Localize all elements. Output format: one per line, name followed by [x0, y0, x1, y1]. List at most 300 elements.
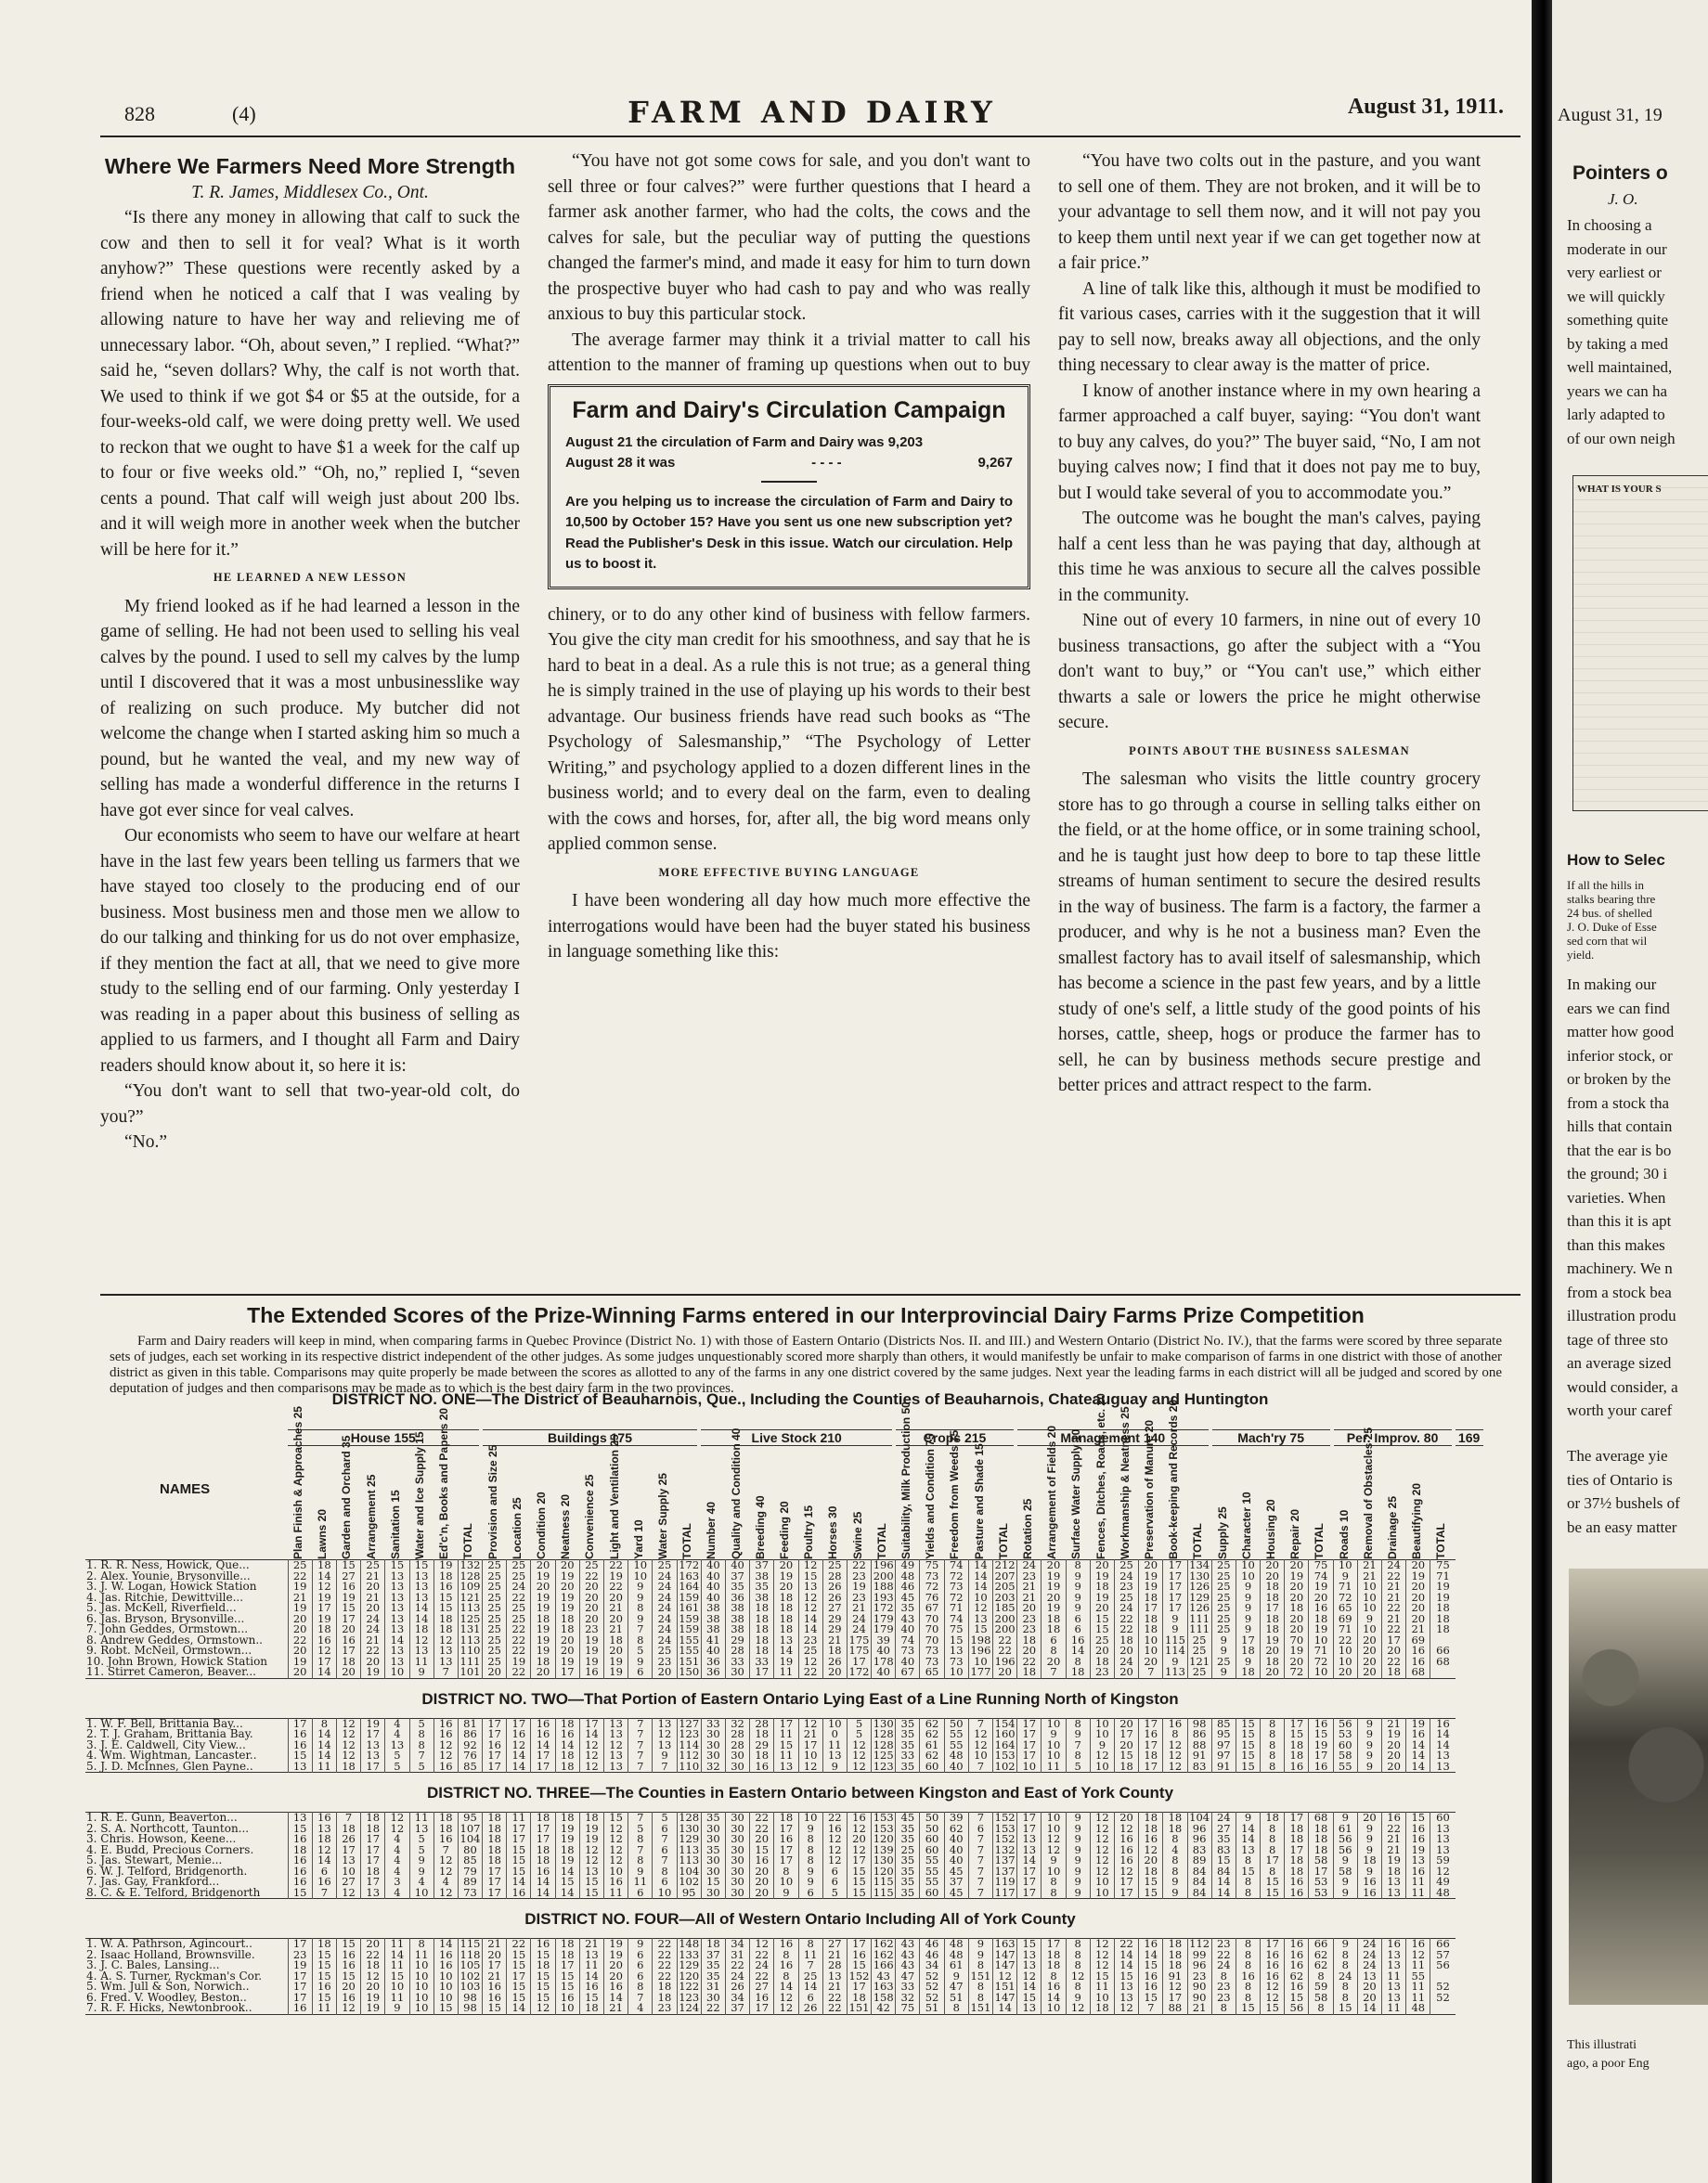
facing-line: or 37½ bushels of: [1567, 1494, 1680, 1512]
score-cell: 10: [1042, 1718, 1066, 1729]
score-cell: 16: [1309, 1762, 1333, 1773]
score-cell: 22: [1017, 1657, 1042, 1668]
score-cell: 13: [1382, 1877, 1406, 1888]
score-cell: 18: [774, 1603, 798, 1614]
score-cell: 16: [579, 1982, 603, 1993]
score-cell: 11: [409, 1950, 433, 1961]
score-cell: 9: [798, 1877, 822, 1888]
score-cell: 205: [993, 1582, 1017, 1593]
score-cell: 26: [822, 1593, 847, 1604]
score-cell: 15: [1236, 1729, 1260, 1740]
score-cell: 72: [1309, 1657, 1333, 1668]
score-cell: 22: [725, 1960, 749, 1971]
score-cell: 22: [1211, 1950, 1236, 1961]
score-cell: 21: [1382, 1614, 1406, 1625]
score-cell: 16: [847, 1950, 871, 1961]
score-cell: 166: [872, 1960, 896, 1971]
score-cell: 17: [750, 1667, 774, 1678]
column-header: Provision and Size 25: [485, 1444, 499, 1559]
score-cell: 13: [1430, 1750, 1456, 1762]
score-cell: 20: [604, 1971, 628, 1983]
score-cell: 27: [336, 1571, 360, 1582]
competition-title: The Extended Scores of the Prize-Winning Farms entered in our Interprovincial Dairy Farms Prize Competition: [247, 1303, 1365, 1327]
score-cell: 20: [1042, 1593, 1066, 1604]
score-cell: 62: [920, 1750, 944, 1762]
score-cell: 9: [1357, 1845, 1381, 1856]
score-cell: 67: [896, 1667, 920, 1678]
score-cell: 96: [1187, 1960, 1211, 1971]
score-cell: 19: [555, 1855, 579, 1867]
score-cell: 19: [774, 1657, 798, 1668]
score-cell: 153: [993, 1750, 1017, 1762]
score-cell: 18: [1066, 1667, 1090, 1678]
score-cell: 125: [458, 1614, 482, 1625]
score-cell: 16: [336, 1635, 360, 1647]
score-cell: 21: [1382, 1593, 1406, 1604]
score-cell: 18: [1114, 1635, 1138, 1647]
score-cell: 60: [1430, 1813, 1456, 1824]
score-cell: 8: [312, 1718, 336, 1729]
facing-line: illustration produ: [1567, 1307, 1676, 1324]
score-cell: 9: [774, 1888, 798, 1899]
farm-name: 7. John Geddes, Ormstown...: [86, 1624, 249, 1635]
score-cell: 16: [1114, 1855, 1138, 1867]
score-cell: 12: [1163, 1750, 1187, 1762]
score-cell: 18: [433, 1813, 458, 1824]
district-title: DISTRICT NO. TWO—That Portion of Eastern Ontario Lying East of a Line Running North of Kingston: [421, 1689, 1179, 1708]
competition-rule: [100, 1294, 1520, 1296]
score-cell: 62: [1285, 1971, 1309, 1983]
score-cell: 21: [1357, 1571, 1381, 1582]
score-cell: 16: [433, 1582, 458, 1593]
score-cell: 46: [920, 1950, 944, 1961]
score-cell: 22: [361, 1646, 385, 1657]
score-cell: 20: [750, 1834, 774, 1845]
score-cell: 11: [1042, 1762, 1066, 1773]
score-cell: 120: [677, 1971, 701, 1983]
table-row: [85, 1624, 1456, 1635]
score-cell: 24: [1357, 1939, 1381, 1950]
score-cell: 70: [920, 1635, 944, 1647]
score-cell: 16: [579, 1667, 603, 1678]
score-cell: 18: [555, 1624, 579, 1635]
score-cell: 18: [1139, 1813, 1163, 1824]
column-header: Water and Ice Supply 15: [413, 1431, 426, 1559]
score-cell: 179: [872, 1624, 896, 1635]
score-cell: 30: [725, 1867, 749, 1878]
score-cell: 12: [847, 1762, 871, 1773]
column-header: Plan Finish & Approaches 25: [291, 1406, 304, 1559]
score-cell: 139: [872, 1845, 896, 1856]
score-cell: 9: [1236, 1582, 1260, 1593]
score-cell: 12: [1090, 1939, 1114, 1950]
score-cell: 19: [1042, 1603, 1066, 1614]
score-cell: 19: [555, 1657, 579, 1668]
score-cell: 62: [920, 1729, 944, 1740]
score-cell: 18: [531, 1960, 555, 1971]
score-cell: 24: [847, 1614, 871, 1625]
score-cell: 17: [1017, 1729, 1042, 1740]
score-cell: 9: [1333, 1813, 1357, 1824]
score-cell: 12: [653, 1729, 677, 1740]
score-cell: 7: [433, 1845, 458, 1856]
score-cell: 115: [872, 1888, 896, 1899]
score-cell: 16: [1139, 1939, 1163, 1950]
score-cell: 18: [750, 1624, 774, 1635]
score-cell: 10: [628, 1571, 653, 1582]
score-cell: 159: [677, 1624, 701, 1635]
score-cell: 70: [920, 1624, 944, 1635]
score-cell: 17: [1114, 1888, 1138, 1899]
farm-name: 8. Andrew Geddes, Ormstown..: [86, 1634, 263, 1646]
score-cell: 18: [1382, 1667, 1406, 1678]
score-cell: 8: [1261, 1762, 1285, 1773]
score-cell: 16: [1261, 1960, 1285, 1971]
score-cell: 17: [1114, 1729, 1138, 1740]
score-cell: 5: [409, 1762, 433, 1773]
score-cell: 25: [1211, 1560, 1236, 1571]
column-header: Light and Ventilation 25: [607, 1434, 621, 1559]
score-cell: 27: [822, 1603, 847, 1614]
score-cell: 15: [531, 1971, 555, 1983]
score-cell: 15: [1309, 1729, 1333, 1740]
score-cell: 99: [1187, 1950, 1211, 1961]
score-cell: 9: [1066, 1813, 1090, 1824]
score-cell: 18: [1090, 2003, 1114, 2014]
score-cell: 16: [433, 1950, 458, 1961]
score-cell: 16: [1309, 1718, 1333, 1729]
score-cell: 15: [579, 1877, 603, 1888]
score-cell: 17: [847, 1855, 871, 1867]
score-cell: 15: [1236, 1740, 1260, 1751]
score-cell: 123: [872, 1762, 896, 1773]
table-row: [85, 1718, 1456, 1729]
score-cell: 47: [944, 1982, 968, 1993]
score-cell: 13: [604, 1762, 628, 1773]
score-cell: 12: [579, 1762, 603, 1773]
district-score-table: [85, 1559, 1456, 1679]
score-cell: 122: [677, 1982, 701, 1993]
score-cell: 10: [1090, 1718, 1114, 1729]
farm-name: 2. Alex. Younie, Brysonville...: [86, 1570, 251, 1582]
score-cell: 14: [555, 1740, 579, 1751]
score-cell: 24: [847, 1624, 871, 1635]
score-cell: 120: [872, 1834, 896, 1845]
column-header: Number 40: [705, 1501, 718, 1559]
score-cell: 129: [1187, 1593, 1211, 1604]
score-cell: 14: [507, 1762, 531, 1773]
score-cell: 20: [1017, 1603, 1042, 1614]
score-cell: 40: [701, 1582, 725, 1593]
score-cell: 18: [555, 1762, 579, 1773]
score-cell: 25: [822, 1560, 847, 1571]
score-cell: 10: [968, 1657, 992, 1668]
score-cell: 20: [579, 1582, 603, 1593]
score-cell: 21: [1382, 1845, 1406, 1856]
score-cell: 53: [1309, 1888, 1333, 1899]
score-cell: 16: [1309, 1603, 1333, 1614]
score-cell: 24: [1017, 1560, 1042, 1571]
score-cell: 75: [1430, 1560, 1456, 1571]
score-cell: 35: [896, 1729, 920, 1740]
score-cell: 105: [458, 1960, 482, 1971]
score-cell: 60: [920, 1888, 944, 1899]
score-cell: 23: [1211, 1982, 1236, 1993]
score-cell: 17: [1017, 1813, 1042, 1824]
score-cell: 12: [798, 1603, 822, 1614]
score-cell: 22: [653, 1950, 677, 1961]
score-cell: 18: [1430, 1614, 1456, 1625]
table-row: [85, 1813, 1456, 1824]
score-cell: 13: [1114, 1993, 1138, 2004]
score-cell: 12: [993, 1971, 1017, 1983]
score-cell: 8: [798, 1834, 822, 1845]
score-cell: 13: [579, 1950, 603, 1961]
score-cell: 10: [1333, 1560, 1357, 1571]
score-cell: 22: [1114, 1614, 1138, 1625]
score-cell: 9: [1163, 1877, 1187, 1888]
score-cell: 13: [1357, 1971, 1381, 1983]
score-cell: 9: [1333, 1939, 1357, 1950]
score-cell: 18: [1285, 1603, 1309, 1614]
score-cell: 18: [483, 1845, 507, 1856]
score-cell: 19: [288, 1657, 312, 1668]
score-cell: 92: [458, 1740, 482, 1751]
score-cell: 17: [555, 1960, 579, 1971]
corn-table-image: [1572, 475, 1708, 811]
score-cell: 13: [385, 1646, 409, 1657]
score-cell: 21: [579, 1939, 603, 1950]
score-cell: 13: [1017, 1834, 1042, 1845]
score-cell: 4: [628, 2003, 653, 2014]
score-cell: 16: [774, 1834, 798, 1845]
score-cell: 24: [1357, 1950, 1381, 1961]
score-cell: 147: [993, 1993, 1017, 2004]
facing-line: If all the hills in: [1567, 878, 1645, 892]
score-cell: 62: [1309, 1960, 1333, 1971]
score-cell: 9: [1357, 1824, 1381, 1835]
score-cell: 16: [1261, 1971, 1285, 1983]
score-cell: 15: [1236, 1762, 1260, 1773]
score-cell: 40: [701, 1571, 725, 1582]
facing-line: of our own neigh: [1567, 429, 1676, 447]
article-column-2: [548, 149, 1030, 965]
score-cell: 55: [920, 1877, 944, 1888]
score-cell: 20: [1285, 1614, 1309, 1625]
score-cell: 84: [1187, 1877, 1211, 1888]
score-cell: 20: [361, 1582, 385, 1593]
score-cell: 10: [385, 1982, 409, 1993]
score-cell: 19: [847, 1582, 871, 1593]
score-cell: 20: [1357, 1813, 1381, 1824]
score-cell: 18: [750, 1603, 774, 1614]
score-cell: 17: [288, 1971, 312, 1983]
score-cell: 16: [1261, 1950, 1285, 1961]
score-cell: 19: [361, 1718, 385, 1729]
score-cell: 8: [1066, 1939, 1090, 1950]
score-cell: 6: [1066, 1624, 1090, 1635]
score-cell: 18: [750, 1614, 774, 1625]
score-cell: 12: [433, 1867, 458, 1878]
score-cell: 20: [361, 1603, 385, 1614]
article-title: Where We Farmers Need More Strength: [104, 154, 516, 178]
score-cell: 7: [1066, 1740, 1090, 1751]
score-cell: 12: [1090, 1960, 1114, 1971]
score-cell: 15: [1017, 1939, 1042, 1950]
score-cell: 18: [312, 1939, 336, 1950]
score-cell: 12: [798, 1560, 822, 1571]
score-cell: 10: [822, 1718, 847, 1729]
column-header: TOTAL: [874, 1523, 888, 1559]
score-cell: 15: [483, 2003, 507, 2014]
score-cell: 19: [1309, 1582, 1333, 1593]
table-row: [85, 1582, 1456, 1593]
facing-line: hills that contain: [1567, 1117, 1673, 1135]
column-header: Fences, Ditches, Roads, etc. 20: [1093, 1393, 1107, 1559]
score-cell: 16: [774, 1939, 798, 1950]
score-cell: 16: [1236, 1971, 1260, 1983]
score-cell: 18: [409, 1624, 433, 1635]
score-cell: 10: [433, 1971, 458, 1983]
score-cell: 13: [409, 1824, 433, 1835]
score-cell: 20: [1382, 1750, 1406, 1762]
score-cell: 20: [604, 1646, 628, 1657]
circulation-line-2: August 28 it was - - - - 9,267: [565, 454, 1013, 471]
score-cell: 19: [531, 1646, 555, 1657]
score-cell: 15: [1236, 2003, 1260, 2014]
score-cell: 21: [1357, 1560, 1381, 1571]
score-cell: 17: [1017, 1888, 1042, 1899]
score-cell: 7: [409, 1750, 433, 1762]
score-cell: 24: [653, 1582, 677, 1593]
score-cell: 40: [872, 1646, 896, 1657]
score-cell: 7: [968, 1867, 992, 1878]
score-cell: 14: [409, 1614, 433, 1625]
score-cell: 20: [555, 1560, 579, 1571]
score-cell: 85: [458, 1855, 482, 1867]
score-cell: 66: [1430, 1646, 1456, 1657]
score-cell: 61: [920, 1740, 944, 1751]
score-cell: 18: [1309, 1614, 1333, 1625]
score-cell: 43: [872, 1971, 896, 1983]
score-cell: 20: [531, 1560, 555, 1571]
score-cell: 14: [1211, 1888, 1236, 1899]
score-cell: 20: [1382, 1646, 1406, 1657]
score-cell: 25: [483, 1603, 507, 1614]
score-cell: 62: [920, 1718, 944, 1729]
score-cell: 20: [288, 1667, 312, 1678]
box-divider: [761, 481, 817, 483]
score-cell: 7: [968, 1834, 992, 1845]
score-cell: 25: [483, 1657, 507, 1668]
score-cell: 17: [361, 1729, 385, 1740]
farm-name: 10. John Brown, Howick Station: [86, 1656, 268, 1667]
score-cell: 20: [1357, 1635, 1381, 1647]
score-cell: 24: [1382, 1560, 1406, 1571]
score-cell: 25: [483, 1614, 507, 1625]
score-cell: 200: [993, 1614, 1017, 1625]
score-cell: 16: [433, 1960, 458, 1971]
facing-line: years we can ha: [1567, 381, 1668, 400]
facing-line: than this it is apt: [1567, 1212, 1672, 1230]
score-cell: 17: [312, 1657, 336, 1668]
score-cell: 12: [1090, 1845, 1114, 1856]
score-cell: 14: [312, 1667, 336, 1678]
score-cell: 8: [968, 1982, 992, 1993]
facing-line: In choosing a: [1567, 216, 1652, 234]
facing-line: by taking a med: [1567, 334, 1669, 353]
score-cell: 21: [798, 1729, 822, 1740]
score-cell: 13: [385, 1582, 409, 1593]
score-cell: 12: [1090, 1750, 1114, 1762]
score-cell: 15: [1285, 1729, 1309, 1740]
score-cell: 10: [409, 1960, 433, 1971]
farm-name: 3. J. E. Caldwell, City View...: [86, 1739, 246, 1750]
score-cell: 7: [968, 1813, 992, 1824]
score-cell: 128: [872, 1740, 896, 1751]
column-header: Horses 30: [826, 1505, 840, 1559]
score-cell: 12: [433, 1888, 458, 1899]
score-cell: 16: [1406, 1867, 1430, 1878]
score-cell: 21: [604, 2003, 628, 2014]
score-cell: 14: [1211, 1877, 1236, 1888]
score-cell: 8: [1066, 1657, 1090, 1668]
score-cell: 5: [628, 1824, 653, 1835]
score-cell: 10: [555, 2003, 579, 2014]
score-cell: 30: [701, 1867, 725, 1878]
score-cell: 55: [1333, 1762, 1357, 1773]
score-cell: 45: [896, 1813, 920, 1824]
score-cell: 11: [409, 1813, 433, 1824]
score-cell: 30: [701, 1993, 725, 2004]
score-cell: 38: [725, 1614, 749, 1625]
score-cell: 24: [1114, 1571, 1138, 1582]
score-cell: 33: [896, 1982, 920, 1993]
score-cell: 18: [1285, 1824, 1309, 1835]
score-cell: 19: [531, 1624, 555, 1635]
score-cell: 25: [507, 1614, 531, 1625]
score-cell: 20: [1139, 1855, 1163, 1867]
score-cell: 89: [1187, 1855, 1211, 1867]
score-cell: 7: [336, 1813, 360, 1824]
score-cell: 21: [1187, 2003, 1211, 2014]
score-cell: 8: [628, 1603, 653, 1614]
score-cell: 67: [920, 1603, 944, 1614]
score-cell: 11: [798, 1950, 822, 1961]
photo-caption: [1567, 2036, 1650, 2073]
score-cell: 9: [628, 1582, 653, 1593]
facing-line: would consider, a: [1567, 1377, 1678, 1396]
table-row: [85, 1635, 1456, 1647]
score-cell: 16: [336, 1993, 360, 2004]
column-group-header: House 155: [288, 1429, 479, 1446]
score-cell: 22: [507, 1635, 531, 1647]
score-cell: 12: [336, 1888, 360, 1899]
score-cell: 17: [531, 1750, 555, 1762]
score-cell: 11: [507, 1813, 531, 1824]
score-cell: 83: [1187, 1762, 1211, 1773]
score-cell: 9: [1211, 1646, 1236, 1657]
table-row: [85, 1877, 1456, 1888]
score-cell: 15: [507, 1982, 531, 1993]
score-cell: 14: [968, 1582, 992, 1593]
score-cell: 10: [798, 1750, 822, 1762]
score-cell: 129: [677, 1960, 701, 1971]
score-cell: 18: [336, 1657, 360, 1668]
score-cell: 107: [458, 1824, 482, 1835]
farm-name: 1. W. F. Bell, Brittania Bay...: [86, 1718, 243, 1729]
score-cell: 6: [628, 1950, 653, 1961]
